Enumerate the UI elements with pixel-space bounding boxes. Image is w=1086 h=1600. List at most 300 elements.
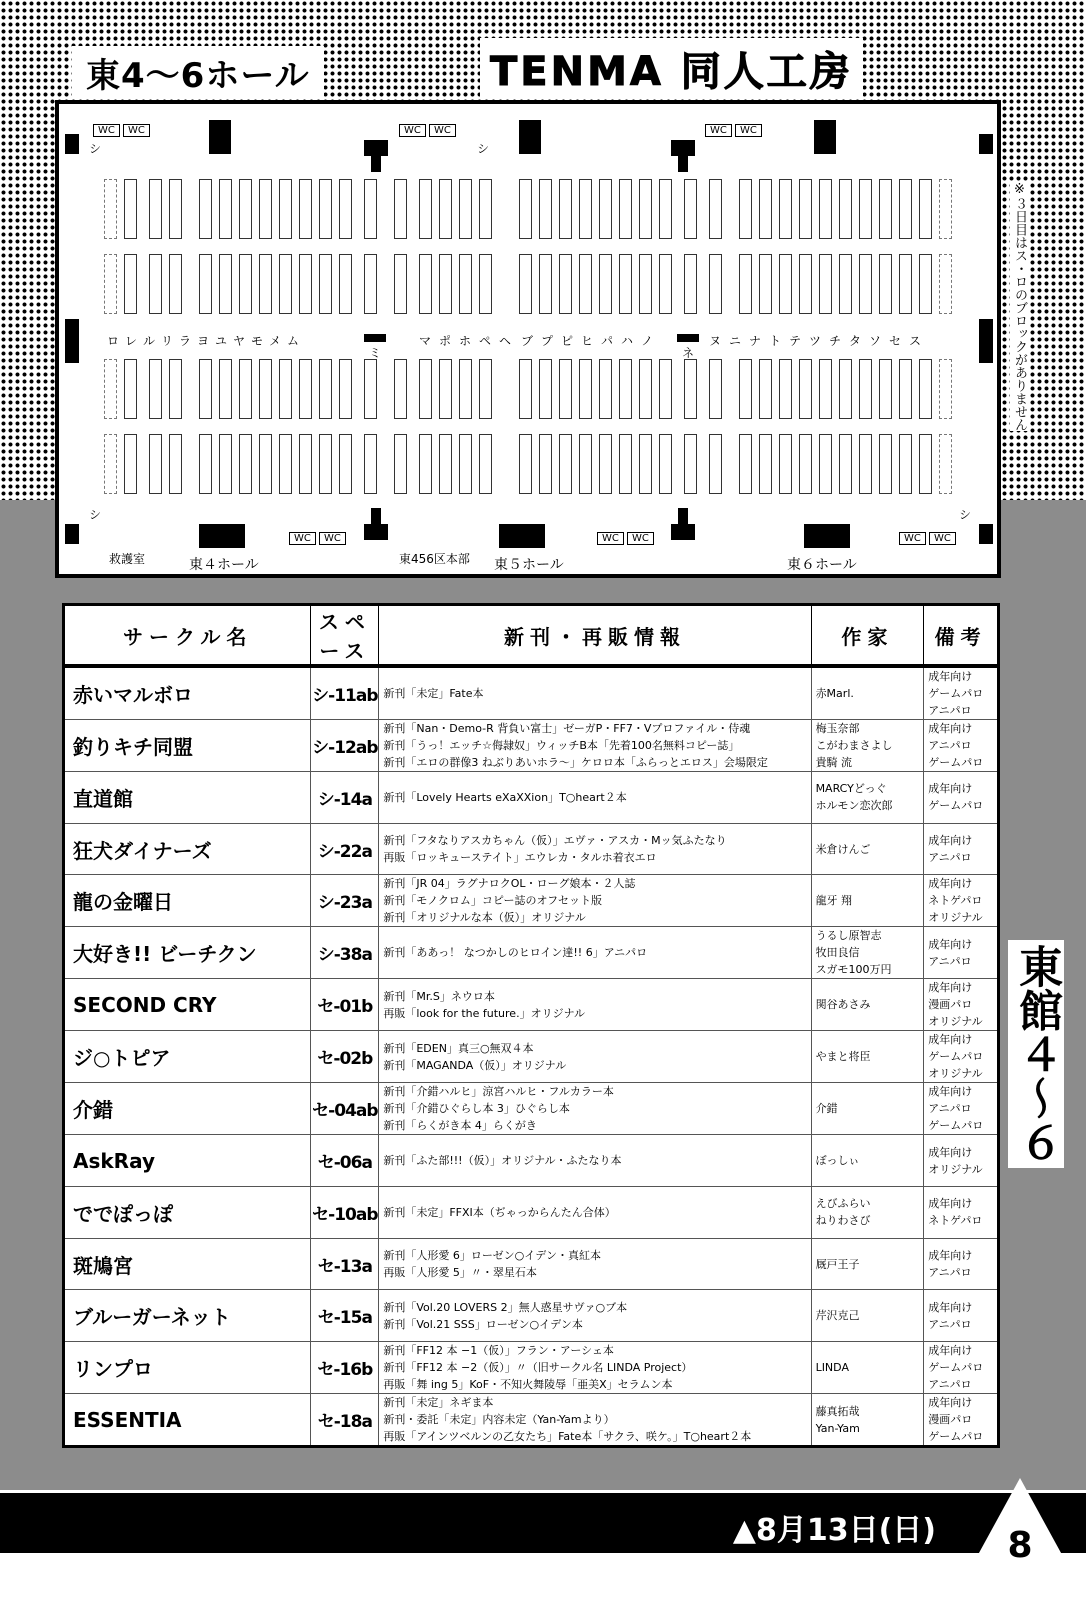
remarks xyxy=(924,823,999,875)
release-info-line: 新刊「MAGANDA（仮）」オリジナル xyxy=(383,1058,567,1072)
remarks-line: ゲームパロ xyxy=(928,799,984,813)
release-info-line: 新刊「Vol.20 LOVERS 2」無人惑星サヴァ○ブ本 xyxy=(383,1300,628,1314)
wc-label: WC xyxy=(597,532,624,545)
booth-column xyxy=(169,434,182,494)
space-number: セ-10ab xyxy=(311,1187,379,1239)
author xyxy=(811,666,924,720)
block-label: ヒ xyxy=(581,334,594,348)
booth-column xyxy=(239,434,252,494)
wc-label: WC xyxy=(123,124,150,137)
remarks-line: 成年向け xyxy=(928,834,973,848)
release-info xyxy=(379,979,811,1031)
author-line: LINDA xyxy=(815,1361,849,1375)
booth-column xyxy=(619,434,632,494)
booth-column xyxy=(839,254,852,314)
block-label: セ xyxy=(889,334,902,348)
author xyxy=(811,1083,924,1135)
booth-column xyxy=(519,434,532,494)
booth-column xyxy=(479,254,492,314)
booth-column xyxy=(439,254,452,314)
booth-column xyxy=(599,179,612,239)
remarks-line: オリジナル xyxy=(928,1162,983,1176)
remarks-line: 成年向け xyxy=(928,670,973,683)
booth-column xyxy=(259,434,272,494)
booth-column xyxy=(899,359,912,419)
column-header: サークル名 xyxy=(64,605,311,667)
booth-column xyxy=(779,359,792,419)
booth-column xyxy=(819,359,832,419)
release-info xyxy=(379,875,811,927)
remarks-line: オリジナル xyxy=(928,1015,983,1029)
booth-column xyxy=(299,254,312,314)
booth-column xyxy=(364,179,377,239)
booth-column xyxy=(124,179,137,239)
author xyxy=(811,1238,924,1290)
release-info xyxy=(379,720,811,772)
block-label: ニ xyxy=(729,334,742,348)
booth-column xyxy=(439,359,452,419)
remarks-line: アニパロ xyxy=(928,954,972,968)
release-info xyxy=(379,1083,811,1135)
booth-column xyxy=(899,434,912,494)
booth-column xyxy=(339,254,352,314)
booth-column xyxy=(779,254,792,314)
author xyxy=(811,772,924,824)
author-line: 龍牙 翔 xyxy=(815,894,853,908)
booth-column xyxy=(919,359,932,419)
booth-column xyxy=(759,359,772,419)
hq-label: 東456区本部 xyxy=(399,552,470,566)
booth-column xyxy=(739,254,752,314)
booth-column xyxy=(219,434,232,494)
author-line: Yan-Yam xyxy=(815,1421,860,1435)
booth-column xyxy=(479,434,492,494)
stage xyxy=(499,524,545,548)
booth-column xyxy=(199,434,212,494)
remarks-line: ゲームパロ xyxy=(928,1430,984,1444)
wc-label: WC xyxy=(735,124,762,137)
booth-column xyxy=(259,179,272,239)
booth-column xyxy=(599,359,612,419)
booth-column xyxy=(859,359,872,419)
booth-column xyxy=(839,179,852,239)
booth-column xyxy=(199,254,212,314)
booth-column xyxy=(779,179,792,239)
space-number: セ-15a xyxy=(311,1290,379,1342)
block-label: ピ xyxy=(561,334,574,348)
booth-column xyxy=(279,434,292,494)
tenma-logo: TENMA 同人工房 xyxy=(480,38,863,99)
space-number: セ-13a xyxy=(311,1238,379,1290)
release-info-line: 新刊「FF12 本 −2（仮）」〃（旧サークル名 LINDA Project） xyxy=(383,1361,693,1375)
space-number: セ-02b xyxy=(311,1031,379,1083)
release-info-line: 新刊「EDEN」真三○無双４本 xyxy=(383,1041,534,1055)
booth-column xyxy=(104,434,117,494)
booth-column xyxy=(879,254,892,314)
booth-column xyxy=(459,434,472,494)
booth-column xyxy=(709,434,722,494)
space-number: セ-16b xyxy=(311,1342,379,1394)
booth-column xyxy=(819,434,832,494)
booth-column xyxy=(684,179,697,239)
remarks-line: ゲームパロ xyxy=(928,1119,984,1133)
circle-table xyxy=(62,603,1000,1448)
first-aid-label: 救護室 xyxy=(109,552,146,566)
block-label: プ xyxy=(541,334,554,348)
column-header: スペース xyxy=(311,605,379,667)
circle-name: 赤いマルボロ xyxy=(64,666,311,720)
booth-column xyxy=(419,179,432,239)
author xyxy=(811,1187,924,1239)
booth-column xyxy=(479,359,492,419)
booth-column xyxy=(364,434,377,494)
booth-column xyxy=(104,359,117,419)
table-header xyxy=(64,605,999,667)
block-label: ヨ xyxy=(197,334,210,348)
entrance xyxy=(371,154,381,172)
release-info-line: 新刊「JR 04」ラグナロクOL・ローグ娘本・２人誌 xyxy=(383,877,636,891)
booth-column xyxy=(819,254,832,314)
booth-column xyxy=(149,434,162,494)
author xyxy=(811,720,924,772)
booth-column xyxy=(684,254,697,314)
circle-name: ESSENTIA xyxy=(64,1394,311,1447)
block-label: ホ xyxy=(459,334,472,348)
remarks xyxy=(924,1290,999,1342)
booth-column xyxy=(279,359,292,419)
circle-name: 龍の金曜日 xyxy=(64,875,311,927)
author xyxy=(811,1394,924,1447)
block-label: リ xyxy=(161,334,174,348)
booth-column xyxy=(259,359,272,419)
block-label: ソ xyxy=(869,334,882,348)
booth-column xyxy=(799,434,812,494)
booth-column xyxy=(199,359,212,419)
booth-column xyxy=(299,434,312,494)
remarks xyxy=(924,1394,999,1447)
booth-column xyxy=(239,254,252,314)
wc-label: WC xyxy=(289,532,316,545)
release-info xyxy=(379,1031,811,1083)
release-info-line: 新刊「未定」Fate本 xyxy=(383,687,484,700)
remarks-line: オリジナル xyxy=(928,911,983,925)
release-info-line: 新刊「FF12 本 −1（仮）」フラン・アーシェ本 xyxy=(383,1344,614,1358)
booth-column xyxy=(559,254,572,314)
release-info xyxy=(379,1394,811,1447)
wc-label: WC xyxy=(319,532,346,545)
booth-column xyxy=(839,359,852,419)
remarks-line: 成年向け xyxy=(928,1249,973,1263)
booth-column xyxy=(619,254,632,314)
booth-column xyxy=(579,434,592,494)
circle-name: SECOND CRY xyxy=(64,979,311,1031)
remarks xyxy=(924,875,999,927)
remarks xyxy=(924,772,999,824)
booth-column xyxy=(919,179,932,239)
booth-column xyxy=(519,359,532,419)
author-line: ねりわさび xyxy=(815,1214,871,1228)
space-number: セ-04ab xyxy=(311,1083,379,1135)
remarks xyxy=(924,927,999,979)
remarks-line: 成年向け xyxy=(928,1300,973,1314)
remarks-line: ネトゲパロ xyxy=(928,894,983,908)
release-info-line: 新刊「オリジナルな本（仮）」オリジナル xyxy=(383,911,586,925)
circle-name: ジ○トピア xyxy=(64,1031,311,1083)
booth-column xyxy=(169,254,182,314)
booth-column xyxy=(104,179,117,239)
release-info-line: 新刊「未定」FFXI本（ぢゃっからんたん合体） xyxy=(383,1205,616,1219)
block-label: ハ xyxy=(621,334,634,348)
block-label: シ xyxy=(89,142,102,156)
pillar xyxy=(979,319,993,363)
space-number: セ-18a xyxy=(311,1394,379,1447)
release-info xyxy=(379,1238,811,1290)
column-header: 新刊・再販情報 xyxy=(379,605,811,667)
remarks-line: アニパロ xyxy=(928,851,972,865)
block-label: ヘ xyxy=(499,334,512,348)
wc-label: WC xyxy=(93,124,120,137)
column-header: 備考 xyxy=(924,605,999,667)
table-row xyxy=(64,979,999,1031)
stage xyxy=(519,120,541,154)
booth-column xyxy=(104,254,117,314)
author-line: ホルモン恋次郎 xyxy=(815,799,893,813)
author xyxy=(811,1290,924,1342)
block-mi xyxy=(364,334,386,342)
booth-column xyxy=(939,359,952,419)
remarks xyxy=(924,1135,999,1187)
event-date: ▲8月13日(日) xyxy=(732,1513,936,1548)
block-label: テ xyxy=(789,334,802,348)
circle-name: 斑鳩宮 xyxy=(64,1238,311,1290)
table-row xyxy=(64,772,999,824)
stage xyxy=(209,120,231,154)
booth-column xyxy=(659,254,672,314)
booth-column xyxy=(639,179,652,239)
hall6-label: 東６ホール xyxy=(787,557,857,573)
author-line: 梅玉奈部 xyxy=(815,722,860,735)
block-label: ミ xyxy=(369,346,382,360)
circle-name: ブルーガーネット xyxy=(64,1290,311,1342)
space-number: シ-22a xyxy=(311,823,379,875)
release-info-line: 新刊「Vol.21 SSS」ローゼン○イデン本 xyxy=(383,1317,583,1331)
release-info-line: 新刊「ああっ！ なつかしのヒロイン達!! 6」アニパロ xyxy=(383,946,648,960)
booth-column xyxy=(539,359,552,419)
author xyxy=(811,823,924,875)
booth-column xyxy=(459,254,472,314)
author-line: 芹沢克己 xyxy=(815,1309,860,1323)
release-info xyxy=(379,1342,811,1394)
booth-column xyxy=(149,179,162,239)
release-info-line: 新刊「ふた部!!!（仮）」オリジナル・ふたなり本 xyxy=(383,1154,622,1168)
booth-column xyxy=(684,434,697,494)
entrance xyxy=(364,524,388,540)
booth-column xyxy=(219,359,232,419)
booth-column xyxy=(169,359,182,419)
block-label: ム xyxy=(287,334,300,348)
remarks-line: ゲームパロ xyxy=(928,1050,984,1064)
booth-column xyxy=(919,254,932,314)
table-row xyxy=(64,720,999,772)
block-ne xyxy=(677,334,699,342)
pillar xyxy=(979,134,993,154)
booth-column xyxy=(739,179,752,239)
remarks xyxy=(924,979,999,1031)
remarks-line: ゲームパロ xyxy=(928,687,984,700)
release-info xyxy=(379,1290,811,1342)
release-info xyxy=(379,823,811,875)
table-row xyxy=(64,927,999,979)
booth-column xyxy=(539,179,552,239)
release-info-line: 再販「人形愛 5」〃・翠星石本 xyxy=(383,1266,537,1280)
booth-column xyxy=(659,434,672,494)
author-line: MARCYどっぐ xyxy=(815,782,887,796)
booth-column xyxy=(709,359,722,419)
block-label: ラ xyxy=(179,334,192,348)
author xyxy=(811,927,924,979)
block-label: モ xyxy=(251,334,264,348)
release-info-line: 再販「look for the future.」オリジナル xyxy=(383,1006,586,1020)
block-label: ペ xyxy=(479,334,492,348)
booth-column xyxy=(219,254,232,314)
remarks-line: 成年向け xyxy=(928,1145,973,1159)
remarks-line: 成年向け xyxy=(928,1344,973,1358)
block-label: ト xyxy=(769,334,782,348)
booth-column xyxy=(709,254,722,314)
release-info xyxy=(379,927,811,979)
table-row xyxy=(64,1238,999,1290)
author-line: うるし原智志 xyxy=(815,929,882,943)
release-info-line: 新刊「Nan・Demo-R 背負い富士」ゼーガP・FF7・Vプロファイル・侍魂 xyxy=(383,722,751,735)
space-number: セ-01b xyxy=(311,979,379,1031)
booth-column xyxy=(439,434,452,494)
remarks-line: 漫画パロ xyxy=(928,998,973,1012)
release-info-line: 新刊「未定」ネギま本 xyxy=(383,1396,494,1410)
booth-column xyxy=(939,434,952,494)
page-number: 8 xyxy=(1007,1525,1033,1566)
block-label: ヤ xyxy=(233,334,246,348)
remarks-line: ゲームパロ xyxy=(928,1361,984,1375)
booth-column xyxy=(879,179,892,239)
remarks-line: アニパロ xyxy=(928,704,972,717)
hall4-label: 東４ホール xyxy=(189,557,259,573)
booth-column xyxy=(459,359,472,419)
release-info-line: 新刊「フタなりアスカちゃん（仮）」エヴァ・アスカ・Mッ気ふたなり xyxy=(383,834,727,848)
booth-column xyxy=(879,359,892,419)
booth-column xyxy=(394,179,407,239)
author-line: ぼっしぃ xyxy=(815,1154,860,1168)
booth-column xyxy=(639,359,652,419)
booth-column xyxy=(259,254,272,314)
stage xyxy=(199,524,245,548)
remarks-line: アニパロ xyxy=(928,1266,972,1280)
block-label: ノ xyxy=(641,334,654,348)
table-row xyxy=(64,1031,999,1083)
booth-column xyxy=(639,434,652,494)
block-note: ※３日目はス・ロのブロックがありません xyxy=(1012,182,1027,431)
author-line: 藤真拓哉 xyxy=(815,1404,860,1418)
author xyxy=(811,1135,924,1187)
release-info-line: 新刊「人形愛 6」ローゼン○イデン・真紅本 xyxy=(383,1249,601,1263)
booth-column xyxy=(819,179,832,239)
release-info-line: 再販「アインツベルンの乙女たち」Fate本「サクラ、咲ケ。」T○heart２本 xyxy=(383,1430,752,1444)
author-line: やまと将臣 xyxy=(815,1050,871,1064)
booth-column xyxy=(799,359,812,419)
booth-column xyxy=(239,179,252,239)
block-label: ポ xyxy=(439,334,452,348)
booth-column xyxy=(519,179,532,239)
booth-column xyxy=(149,359,162,419)
booth-column xyxy=(539,434,552,494)
author-line: 牧田良信 xyxy=(815,946,860,960)
circle-name: 介錯 xyxy=(64,1083,311,1135)
remarks-line: 成年向け xyxy=(928,877,973,891)
release-info-line: 再販「ロッキューステイト」エウレカ・タルホ着衣エロ xyxy=(383,851,657,865)
pillar xyxy=(979,524,993,544)
wc-label: WC xyxy=(399,124,426,137)
remarks xyxy=(924,1083,999,1135)
booth-column xyxy=(839,434,852,494)
booth-column xyxy=(394,359,407,419)
pillar xyxy=(65,319,79,363)
block-label: マ xyxy=(419,334,432,348)
booth-column xyxy=(759,434,772,494)
circle-name: 大好き!! ビーチクン xyxy=(64,927,311,979)
release-info-line: 新刊・委託「未定」内容未定（Yan-Yamより） xyxy=(383,1413,615,1427)
pillar xyxy=(65,134,79,154)
booth-column xyxy=(339,179,352,239)
booth-column xyxy=(364,359,377,419)
remarks xyxy=(924,1031,999,1083)
table-row xyxy=(64,875,999,927)
booth-column xyxy=(124,359,137,419)
block-label: ユ xyxy=(215,334,228,348)
circle-name: ででぽっぽ xyxy=(64,1187,311,1239)
remarks-line: 成年向け xyxy=(928,1085,973,1099)
hall-title: 東4〜6ホール xyxy=(72,46,324,99)
remarks-line: 成年向け xyxy=(928,937,973,951)
booth-column xyxy=(684,359,697,419)
entrance xyxy=(678,154,688,172)
booth-column xyxy=(319,434,332,494)
booth-column xyxy=(419,359,432,419)
column-header: 作家 xyxy=(811,605,924,667)
table-row xyxy=(64,1394,999,1447)
booth-column xyxy=(779,434,792,494)
booth-column xyxy=(124,254,137,314)
space-number: シ-38a xyxy=(311,927,379,979)
booth-column xyxy=(639,254,652,314)
booth-column xyxy=(709,179,722,239)
author-line: えびふらい xyxy=(815,1197,871,1211)
wc-label: WC xyxy=(429,124,456,137)
booth-column xyxy=(299,359,312,419)
booth-column xyxy=(459,179,472,239)
remarks-line: 成年向け xyxy=(928,1396,973,1410)
booth-column xyxy=(859,254,872,314)
release-info-line: 新刊「介錯ハルヒ」涼宮ハルヒ・フルカラー本 xyxy=(383,1085,614,1099)
release-info xyxy=(379,1187,811,1239)
remarks-line: アニパロ xyxy=(928,1317,972,1331)
booth-column xyxy=(364,254,377,314)
remarks xyxy=(924,666,999,720)
circle-name: リンプロ xyxy=(64,1342,311,1394)
author xyxy=(811,875,924,927)
booth-column xyxy=(394,434,407,494)
booth-column xyxy=(559,434,572,494)
booth-column xyxy=(299,179,312,239)
author-line: 関谷あさみ xyxy=(815,998,871,1012)
